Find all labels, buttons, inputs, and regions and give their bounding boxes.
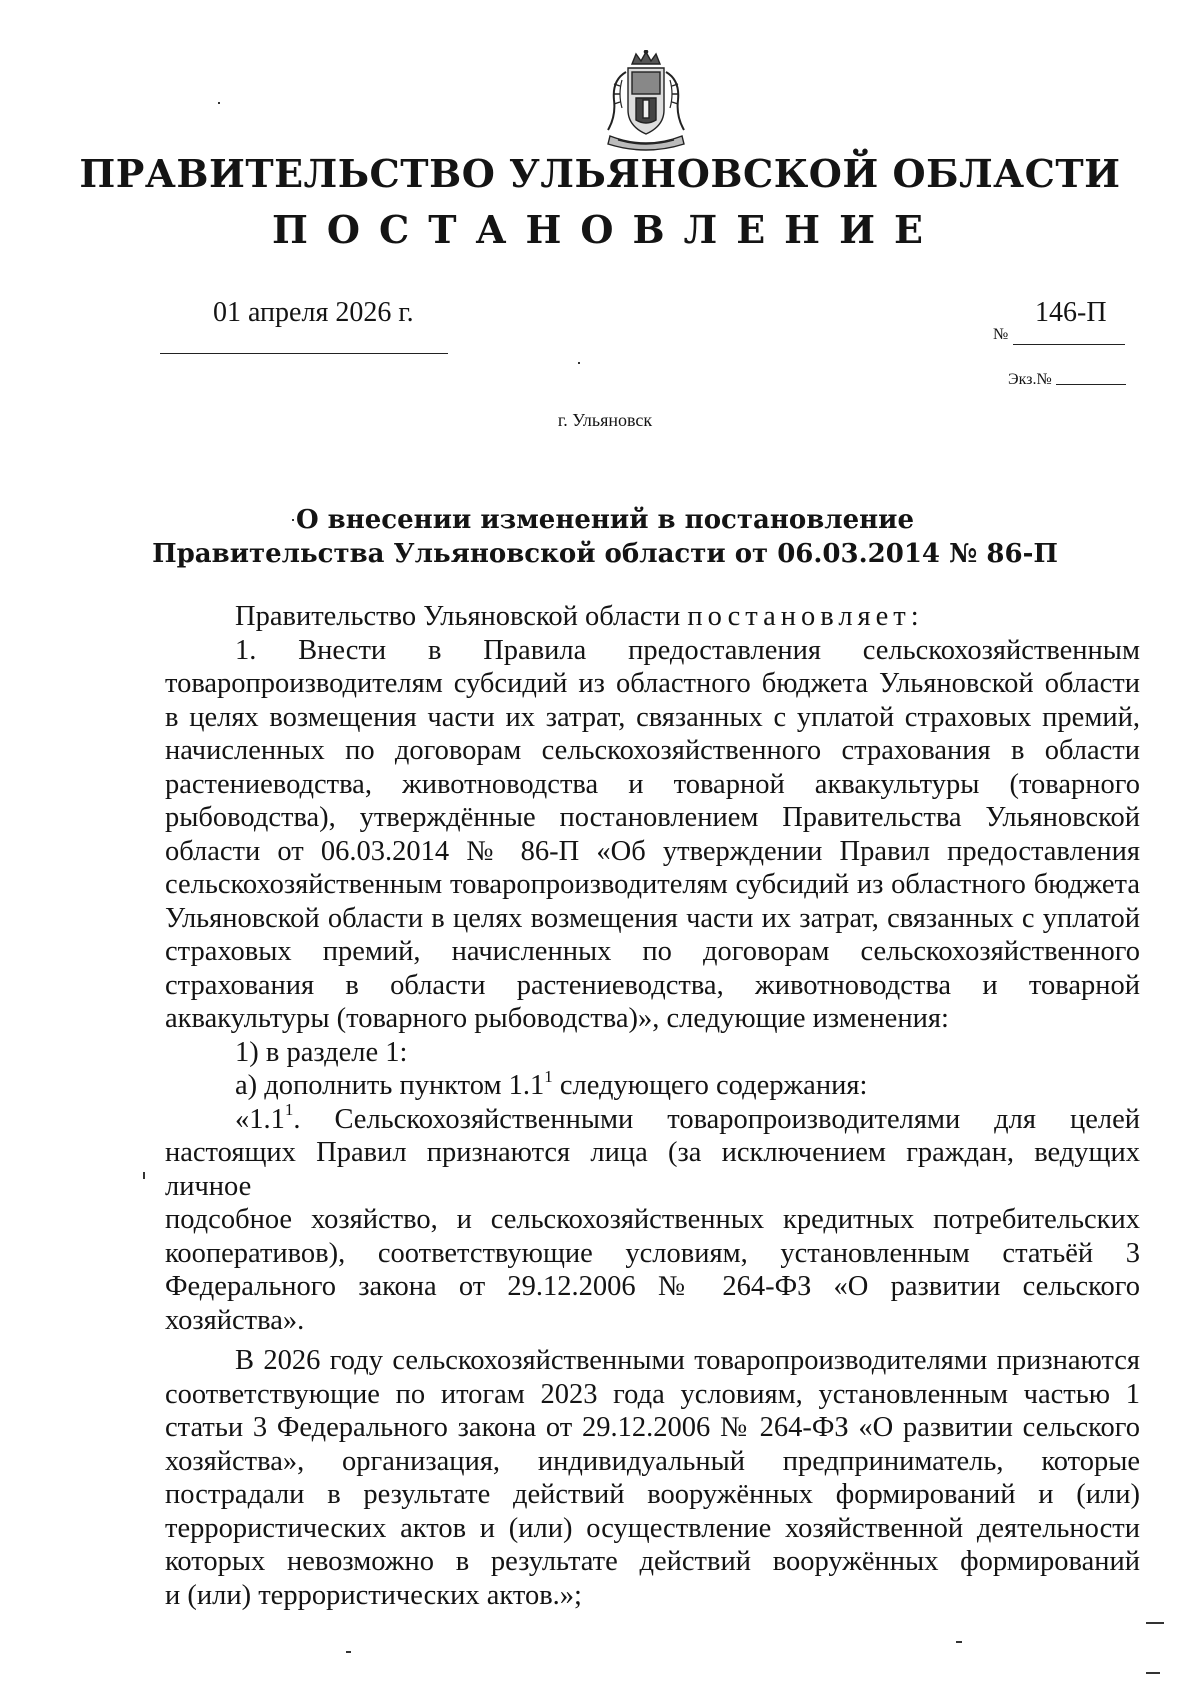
superscript: 1 [284,1100,294,1119]
body-line: Федерального закона от 29.12.2006 № 264-ФЗ «О развитии сельского [165,1271,1140,1302]
body-line: аквакультуры (товарного рыбоводства)», следующие изменения: [165,1003,949,1034]
document-type: ПОСТАНОВЛЕНИЕ [272,207,942,252]
body-line: 1) в разделе 1: [235,1036,408,1068]
body-line: 1. Внести в Правила предоставления сельскохозяйственным [235,634,1140,666]
body-line: хозяйства», организация, индивидуальный предприниматель, которые [165,1445,1140,1477]
body-line: соответствующие по итогам 2023 года условиям, установленным частью 1 [165,1378,1140,1410]
document-date: 01 апреля 2026 г. [213,297,414,328]
body-line: страховых премий, начисленных по договорам сельскохозяйственного [165,936,1140,967]
body-line [165,1100,1140,1137]
copy-number-label: Экз.№ [1008,371,1052,388]
sub-a-text: а) дополнить пунктом 1.1 [235,1070,545,1101]
body-line: Ульяновской области в целях возмещения части их затрат, связанных с уплатой [165,902,1140,934]
quote-text: . Сельскохозяйственными товаропроизводителями для целей [293,1103,1140,1135]
body-line: рыбоводства), утверждённые постановлением Правительства Ульяновской [165,802,1140,833]
scan-speck [218,102,220,104]
body-line: пострадали в результате действий вооружённых формирований и (или) [165,1479,1140,1510]
body-line: растениеводства, животноводства и товарной аквакультуры (товарного [165,768,1140,800]
body-line: страхования в области растениеводства, животноводства и товарной [165,969,1140,1001]
quote-start: «1.1 [235,1103,285,1135]
document-body [165,600,1140,1612]
sub-a-text: следующего содержания: [552,1070,868,1101]
number-label: № [993,326,1009,343]
date-underline [160,353,448,354]
body-line: террористических актов и (или) осуществление хозяйственной деятельности [165,1512,1140,1544]
body-line: сельскохозяйственным товаропроизводителям субсидий из областного бюджета [165,869,1140,900]
city: г. Ульяновск [557,410,653,430]
body-line: настоящих Правил признаются лица (за исключением граждан, ведущих личное [165,1137,1140,1202]
body-line: в целях возмещения части их затрат, связанных с уплатой страховых премий, [165,701,1140,733]
superscript: 1 [544,1066,553,1086]
scan-speck [1146,1672,1160,1674]
body-line: кооперативов), соответствующие условиям, установленным статьёй 3 [165,1237,1140,1269]
scan-speck [143,1172,145,1179]
body-line: которых невозможно в результате действий вооружённых формирований [165,1546,1140,1577]
intro-line [165,600,1140,634]
intro-text: Правительство Ульяновской области [235,601,688,632]
body-line: и (или) террористических актов.»; [165,1579,582,1611]
scan-speck [346,1651,351,1653]
body-line: товаропроизводителям субсидий из областного бюджета Ульяновской области [165,668,1140,699]
body-line [165,1066,1140,1103]
copy-number-underline [1056,384,1126,385]
document-number: 146-П [1035,297,1107,328]
title-line: О внесении изменений в постановление [295,505,915,535]
scan-speck [292,519,294,521]
body-line: области от 06.03.2014 № 86-П «Об утверждении Правил предоставления [165,835,1140,867]
body-line: начисленных по договорам сельскохозяйственного страхования в области [165,735,1140,766]
body-line: подсобное хозяйство, и сельскохозяйственных кредитных потребительских [165,1204,1140,1235]
scan-speck [578,362,580,364]
number-underline [1013,344,1125,345]
title-line: Правительства Ульяновской области от 06.03.2014 № 86-П [152,539,1058,569]
government-name: ПРАВИТЕЛЬСТВО УЛЬЯНОВСКОЙ ОБЛАСТИ [79,151,1121,196]
document-title [0,503,1200,571]
scan-speck [956,1641,962,1643]
body-line: В 2026 году сельскохозяйственными товаропроизводителями признаются [235,1345,1140,1376]
body-line: статьи 3 Федерального закона от 29.12.2006 № 264-ФЗ «О развитии сельского [165,1412,1140,1443]
body-line: хозяйства». [165,1304,305,1336]
coat-of-arms-icon [598,50,694,154]
decree-word: постановляет: [687,601,924,632]
scan-speck [1146,1622,1164,1624]
